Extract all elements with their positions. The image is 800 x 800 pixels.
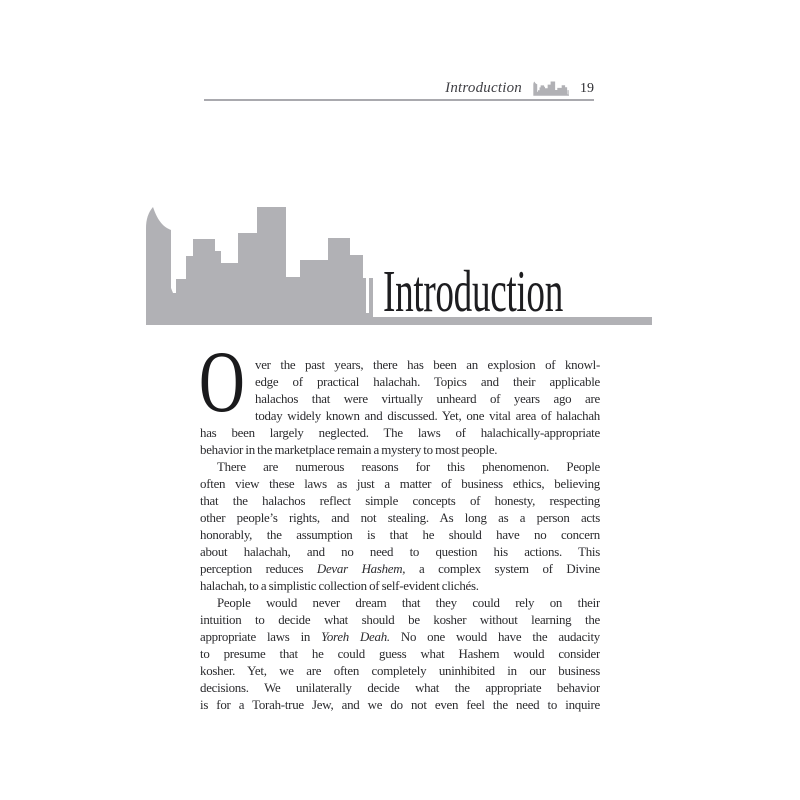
- text-line: There are numerous reasons for this phenomenon. People: [217, 460, 600, 474]
- header-rule: [204, 99, 594, 101]
- text-line: halachah, to a simplistic collection of self-evident clichés.: [200, 579, 479, 593]
- text-line: ver the past years, there has been an explosion of knowl-: [255, 358, 600, 372]
- drop-cap: [199, 334, 255, 431]
- text-line: halachos that were virtually unheard of years ago are: [255, 392, 600, 406]
- text-line: intuition to decide what should be kosher without learning the: [200, 613, 600, 627]
- text-line: kosher. Yet, we are often completely uninhibited in our business: [200, 664, 600, 678]
- text-line: other people’s rights, and not stealing. As long as a person acts: [200, 511, 600, 525]
- text-line: has been largely neglected. The laws of halachically-appropriate: [200, 426, 600, 440]
- body-text: [199, 334, 600, 714]
- page-number: 19: [580, 80, 594, 96]
- text-line: perception reduces Devar Hashem, a complex system of Divine: [200, 562, 600, 576]
- city-skyline-icon: [533, 81, 569, 96]
- text-line: about halachah, and no need to question his actions. This: [200, 545, 600, 559]
- text-line: that the halachos reflect simple concepts of honesty, respecting: [200, 494, 600, 508]
- text-line: to presume that he could guess what Hashem would consider: [200, 647, 600, 661]
- text-line: is for a Torah-true Jew, and we do not even feel the need to inquire: [200, 698, 600, 712]
- text-line: often view these laws as just a matter of business ethics, believing: [200, 477, 600, 491]
- page-header: [204, 80, 594, 97]
- drop-cap-letter: O: [199, 334, 245, 431]
- running-title: Introduction: [445, 80, 522, 96]
- text-line: behavior in the marketplace remain a mystery to most people.: [200, 443, 498, 457]
- chapter-title: Introduction: [383, 258, 563, 324]
- text-line: honorably, the assumption is that he should have no concern: [200, 528, 600, 542]
- text-line: People would never dream that they could rely on their: [217, 596, 600, 610]
- text-line: decisions. We unilaterally decide what the appropriate behavior: [200, 681, 600, 695]
- text-line: appropriate laws in Yoreh Deah. No one would have the audacity: [200, 630, 600, 644]
- text-line: edge of practical halachah. Topics and their applicable: [255, 375, 600, 389]
- text-line: today widely known and discussed. Yet, one vital area of halachah: [255, 409, 600, 423]
